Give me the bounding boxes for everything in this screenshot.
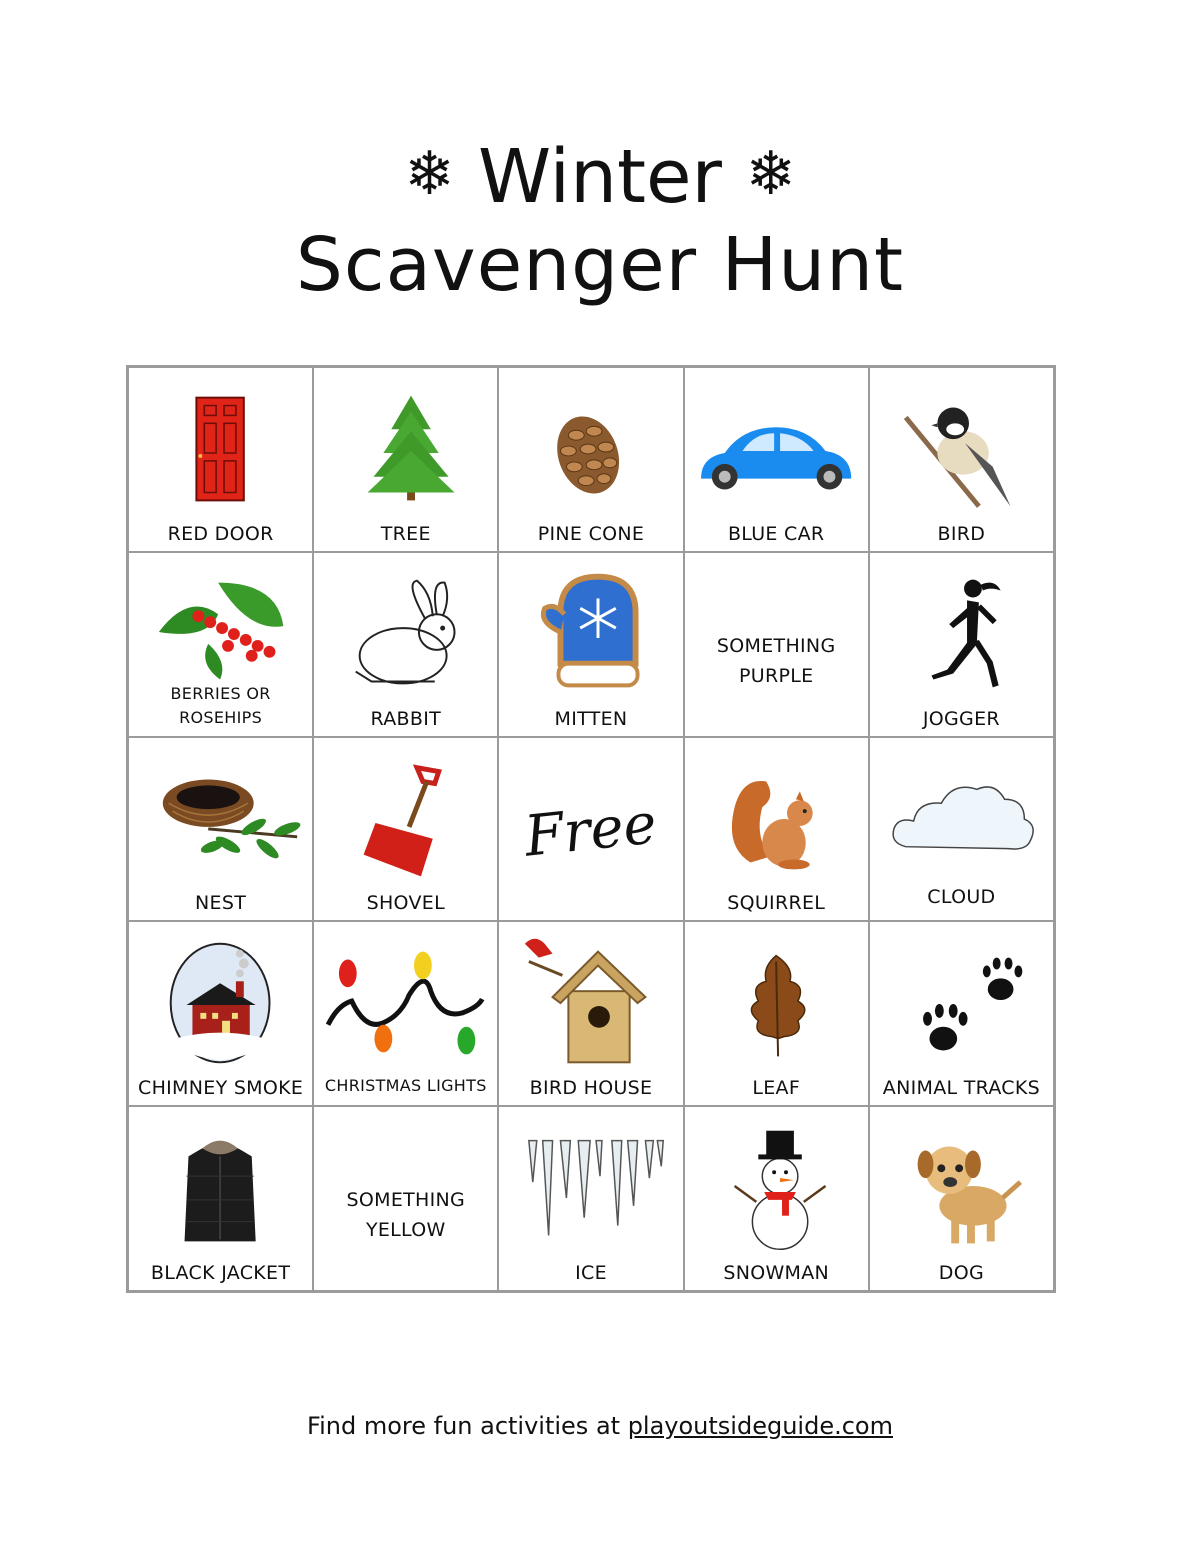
cell-leaf [684, 921, 869, 1106]
item-label: DOG [938, 1262, 984, 1284]
cell-chimney-smoke [128, 921, 313, 1106]
snowflake-icon: ❄ [745, 139, 796, 209]
cell-nest [128, 737, 313, 922]
item-label: SNOWMAN [723, 1262, 830, 1284]
item-label [314, 1185, 497, 1245]
cell-mitten [498, 552, 683, 737]
item-label-line-2: ROSEHIPS [179, 707, 263, 727]
cell-christmas-lights [313, 921, 498, 1106]
item-label: ANIMAL TRACKS [882, 1077, 1040, 1100]
item-label: TREE [380, 522, 431, 545]
cell-blue-car [684, 367, 869, 552]
item-label: BIRD HOUSE [529, 1077, 653, 1100]
item-label: PINE CONE [537, 522, 645, 545]
scavenger-grid [126, 365, 1056, 1293]
cell-dog [869, 1106, 1054, 1291]
cell-animal-tracks [869, 921, 1054, 1106]
cell-bird-house [498, 921, 683, 1106]
snowflake-icon: ❄ [404, 139, 455, 209]
title-line-1 [0, 130, 1200, 221]
item-label: LEAF [752, 1077, 801, 1100]
item-label-line-1: BERRIES OR [170, 683, 271, 703]
cell-black-jacket [128, 1106, 313, 1291]
item-label-line-1: SOMETHING [716, 634, 836, 657]
item-label: CHIMNEY SMOKE [138, 1077, 304, 1100]
cell-ice [498, 1106, 683, 1291]
item-label-line-2: PURPLE [738, 664, 814, 687]
cell-red-door [128, 367, 313, 552]
item-label [685, 631, 868, 691]
item-label: BLUE CAR [727, 522, 825, 545]
item-label: CLOUD [927, 886, 996, 909]
item-label: NEST [195, 892, 247, 915]
cell-something-yellow [313, 1106, 498, 1291]
cell-cloud [869, 737, 1054, 922]
item-label-line-2: YELLOW [365, 1219, 446, 1242]
item-label [129, 682, 312, 730]
cell-free [498, 737, 683, 922]
item-label: RABBIT [370, 707, 442, 730]
item-label: MITTEN [554, 707, 628, 730]
item-label: BIRD [937, 522, 986, 545]
title-line-2: Scavenger Hunt [295, 222, 905, 308]
item-label: ICE [575, 1262, 607, 1284]
cell-pine-cone [498, 367, 683, 552]
footer-link[interactable]: playoutsideguide.com [627, 1412, 893, 1440]
cell-something-purple [684, 552, 869, 737]
cell-berries [128, 552, 313, 737]
free-space-label: Free [521, 790, 660, 870]
cell-squirrel [684, 737, 869, 922]
item-label: SHOVEL [366, 892, 445, 915]
cell-jogger [869, 552, 1054, 737]
cell-tree [313, 367, 498, 552]
page-title [0, 130, 1200, 309]
title-winter: Winter [478, 134, 722, 220]
item-label: CHRISTMAS LIGHTS [324, 1076, 487, 1096]
footer [0, 1412, 1200, 1440]
item-label: JOGGER [922, 707, 1000, 730]
cell-snowman [684, 1106, 869, 1291]
cell-shovel [313, 737, 498, 922]
item-label: BLACK JACKET [150, 1262, 291, 1284]
item-label: RED DOOR [167, 522, 274, 545]
footer-text: Find more fun activities at [307, 1412, 628, 1440]
cell-bird [869, 367, 1054, 552]
cell-rabbit [313, 552, 498, 737]
item-label-line-1: SOMETHING [346, 1189, 466, 1212]
item-label: SQUIRREL [727, 892, 826, 915]
